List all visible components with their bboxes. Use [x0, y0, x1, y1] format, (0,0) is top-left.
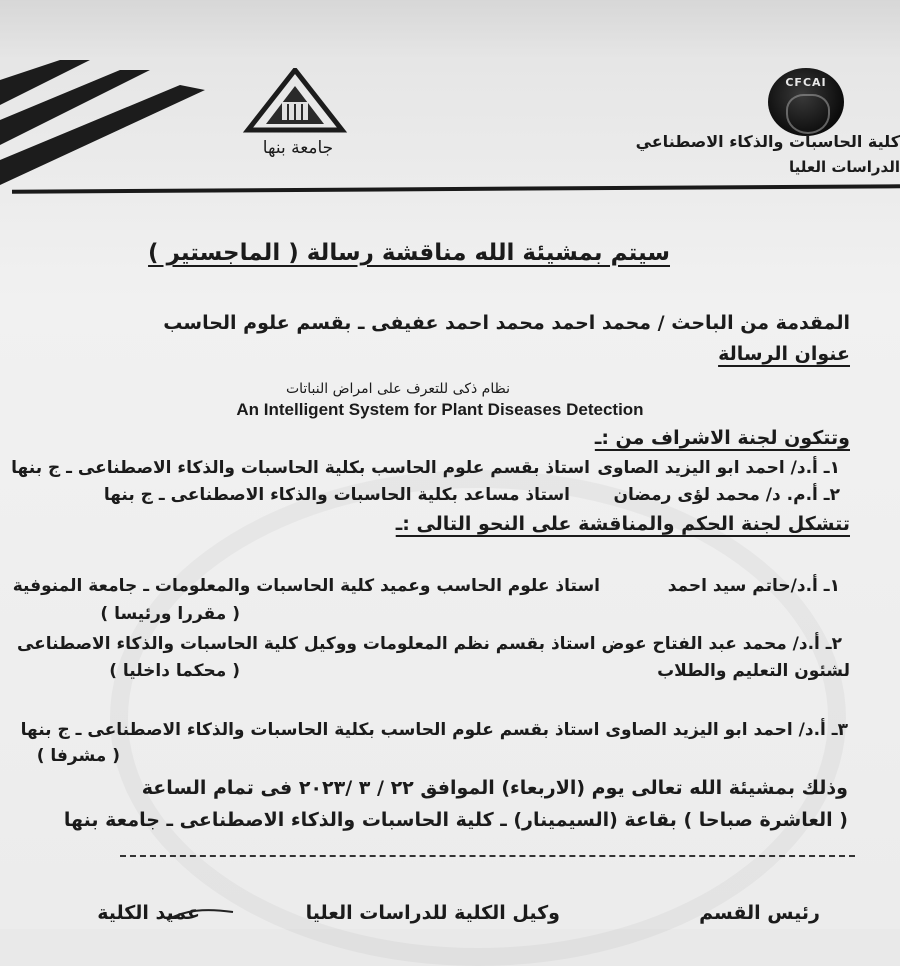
decorative-stripes: [0, 60, 230, 200]
committee-member-1-desc: استاذ علوم الحاسب وعميد كلية الحاسبات والمعلومات ـ جامعة المنوفية: [12, 576, 600, 596]
schedule-line-1: وذلك بمشيئة الله تعالى يوم (الاربعاء) الموافق ٢٢ / ٣ /٢٠٢٣ فى تمام الساعة: [141, 777, 848, 799]
department-name: الدراسات العليا: [788, 158, 900, 176]
committee-member-3-role: ( مشرفا ): [36, 746, 120, 766]
university-name: جامعة بنها: [262, 138, 334, 158]
schedule-line-2: ( العاشرة صباحا ) بقاعة (السيمينار) ـ كلية الحاسبات والذكاء الاصطناعى ـ جامعة بنها: [63, 809, 848, 831]
committee-member-2-line: ٢ـ أ.د/ محمد عبد الفتاح عوض استاذ بقسم نظم المعلومات ووكيل كلية الحاسبات والذكاء الاصطناعى: [16, 634, 842, 654]
watermark-seal: [110, 470, 846, 966]
thesis-title-english: An Intelligent System for Plant Diseases Detection: [236, 400, 644, 419]
supervisor-1-name: ١ـ أ.د/ احمد ابو اليزيد الصاوى: [597, 458, 840, 478]
handwritten-signature: [165, 902, 235, 924]
faculty-logo-emblem: [786, 94, 830, 134]
committee-member-1-name: ١ـ أ.د/حاتم سيد احمد: [667, 576, 840, 596]
committee-member-2-portfolio: لشئون التعليم والطلاب: [657, 661, 850, 681]
supervisor-2-name: ٢ـ أ.م. د/ محمد لؤى رمضان: [613, 485, 840, 505]
announcement-title: سيتم بمشيئة الله مناقشة رسالة ( الماجستير ): [148, 240, 670, 266]
signature-dean: عميد الكلية: [97, 902, 200, 924]
thesis-title-arabic: نظام ذكى للتعرف على امراض النباتات: [285, 381, 510, 397]
signature-vice-dean: وكيل الكلية للدراسات العليا: [305, 902, 560, 924]
university-logo: [240, 68, 350, 138]
committee-member-2-role: ( محكما داخليا ): [109, 661, 240, 681]
committee-member-3-line: ٣ـ أ.د/ احمد ابو اليزيد الصاوى استاذ بقسم علوم الحاسب بكلية الحاسبات والذكاء الاصطناعى ـ ج بنها: [20, 720, 848, 740]
faculty-logo: [768, 68, 844, 136]
faculty-name: كلية الحاسبات والذكاء الاصطناعي: [635, 132, 900, 151]
signature-head-of-department: رئيس القسم: [699, 902, 820, 924]
committee-member-1-role: ( مقررا ورئيسا ): [100, 604, 240, 624]
supervisor-1-desc: استاذ بقسم علوم الحاسب بكلية الحاسبات والذكاء الاصطناعى ـ ج بنها: [11, 458, 590, 478]
committee-heading: تتشكل لجنة الحكم والمناقشة على النحو التالى :ـ: [395, 513, 850, 535]
dashed-divider: [120, 855, 855, 857]
supervision-heading: وتتكون لجنة الاشراف من :ـ: [594, 427, 850, 449]
faculty-logo-text: CFCAI: [785, 76, 827, 89]
thesis-title-label: عنوان الرسالة: [718, 343, 850, 365]
researcher-line: المقدمة من الباحث / محمد احمد محمد احمد عفيفى ـ بقسم علوم الحاسب: [163, 312, 850, 334]
supervisor-2-desc: استاذ مساعد بكلية الحاسبات والذكاء الاصطناعى ـ ج بنها: [103, 485, 570, 505]
